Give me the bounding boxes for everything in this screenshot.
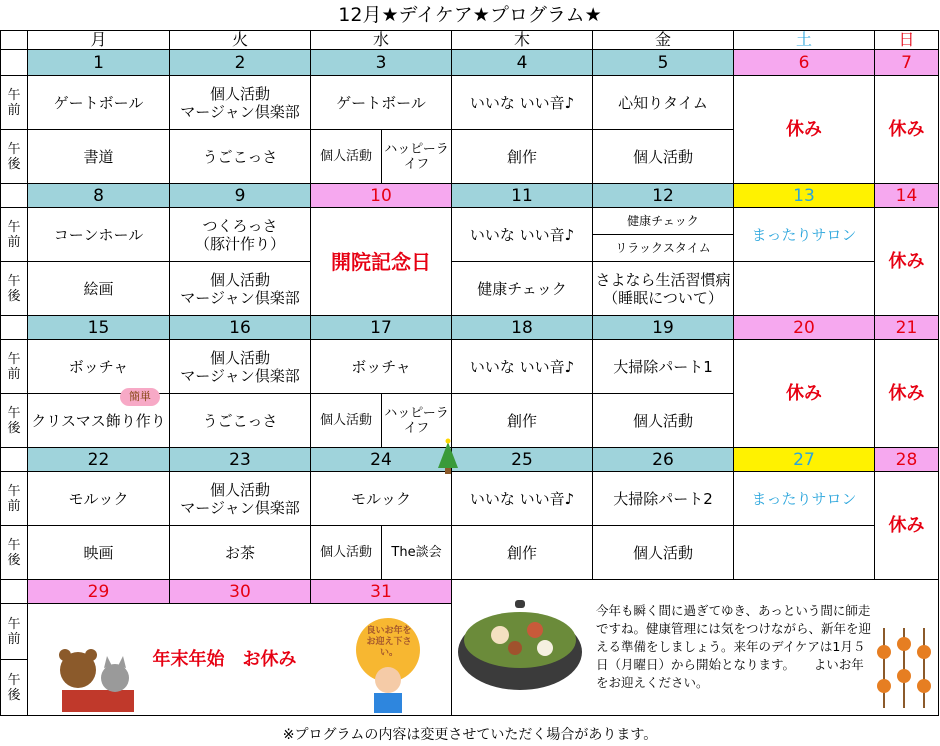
am-label: 午 前 <box>0 340 28 394</box>
day-14: 14 <box>875 184 939 208</box>
split-am-1-a: 健康チェック <box>593 208 734 235</box>
am-label: 午 前 <box>0 472 28 526</box>
pm-label: 午 後 <box>0 394 28 448</box>
weekday-3: 木 <box>452 30 593 50</box>
sunday-closed: 休み <box>875 76 939 184</box>
day-18: 18 <box>452 316 593 340</box>
program-am: ボッチャ <box>28 340 170 394</box>
program-am: 個人活動 マージャン倶楽部 <box>170 340 311 394</box>
day-8: 8 <box>28 184 170 208</box>
day-21: 21 <box>875 316 939 340</box>
program-pm: 絵画 <box>28 262 170 316</box>
day-23: 23 <box>170 448 311 472</box>
greeting-sign: 良いお年を お迎え下さい。 <box>366 626 412 658</box>
day-3: 3 <box>311 50 452 76</box>
program-am: いいな いい音♪ <box>452 208 593 262</box>
program-am: コーンホール <box>28 208 170 262</box>
weekday-5: 土 <box>734 30 875 50</box>
pm-label: 午 後 <box>0 660 28 716</box>
year-end-holiday-text: 年末年始 お休み <box>152 648 297 670</box>
sunday-closed: 休み <box>875 472 939 580</box>
program-pm: 個人活動 <box>593 394 734 448</box>
weekday-1: 火 <box>170 30 311 50</box>
page-title: 12月★デイケア★プログラム★ <box>338 4 602 26</box>
split-pm-0-b: ハッピーライフ <box>382 130 452 184</box>
day-11: 11 <box>452 184 593 208</box>
day-28: 28 <box>875 448 939 472</box>
day-24: 24 <box>311 448 452 472</box>
day-16: 16 <box>170 316 311 340</box>
split-pm-2-a: 個人活動 <box>311 394 382 448</box>
program-am: いいな いい音♪ <box>452 340 593 394</box>
weekday-6: 日 <box>875 30 939 50</box>
saturday-closed: 休み <box>734 340 875 448</box>
day-6: 6 <box>734 50 875 76</box>
day-2: 2 <box>170 50 311 76</box>
am-label: 午 前 <box>0 208 28 262</box>
program-pm: クリスマス飾り作り <box>28 394 170 448</box>
program-pm: 創作 <box>452 526 593 580</box>
program-pm: 個人活動 <box>593 526 734 580</box>
split-pm-2-b: ハッピーライフ <box>382 394 452 448</box>
weekday-2: 水 <box>311 30 452 50</box>
day-9: 9 <box>170 184 311 208</box>
bear-and-cat-icon <box>59 649 134 712</box>
split-am-1-b: リラックスタイム <box>593 235 734 262</box>
day-26: 26 <box>593 448 734 472</box>
day-30: 30 <box>170 580 311 604</box>
day-31: 31 <box>311 580 452 604</box>
program-am: 大掃除パート1 <box>593 340 734 394</box>
pm-label: 午 後 <box>0 526 28 580</box>
am-label: 午 前 <box>0 604 28 660</box>
program-pm: お茶 <box>170 526 311 580</box>
program-am: モルック <box>311 472 452 526</box>
program-am: ゲートボール <box>311 76 452 130</box>
split-pm-0-a: 個人活動 <box>311 130 382 184</box>
program-am: いいな いい音♪ <box>452 76 593 130</box>
program-pm: さよなら生活習慣病 （睡眠について） <box>593 262 734 316</box>
day-15: 15 <box>28 316 170 340</box>
day-12: 12 <box>593 184 734 208</box>
program-pm: うごこっさ <box>170 394 311 448</box>
saturday-salon: まったりサロン <box>734 472 875 526</box>
program-pm: 映画 <box>28 526 170 580</box>
day-29: 29 <box>28 580 170 604</box>
hot-pot-icon <box>458 600 582 690</box>
day-20: 20 <box>734 316 875 340</box>
easy-badge: 簡単 <box>120 388 160 406</box>
program-am: いいな いい音♪ <box>452 472 593 526</box>
program-pm: 創作 <box>452 130 593 184</box>
day-13: 13 <box>734 184 875 208</box>
program-am: 個人活動 マージャン倶楽部 <box>170 76 311 130</box>
program-pm: 個人活動 マージャン倶楽部 <box>170 262 311 316</box>
weekday-4: 金 <box>593 30 734 50</box>
program-pm: 健康チェック <box>452 262 593 316</box>
christmas-tree-icon <box>438 439 458 475</box>
program-am: 大掃除パート2 <box>593 472 734 526</box>
year-end-message: 今年も瞬く間に過ぎてゆき、あっという間に師走ですね。健康管理には気をつけながら、新年を迎える準備をしましょう。来年のデイケアは1月５日（月曜日）から開始となります。 よいお年をお迎えください。 <box>596 603 872 690</box>
day-5: 5 <box>593 50 734 76</box>
day-25: 25 <box>452 448 593 472</box>
day-27: 27 <box>734 448 875 472</box>
program-am: ゲートボール <box>28 76 170 130</box>
program-am: つくろっさ （豚汁作り） <box>170 208 311 262</box>
program-pm: 書道 <box>28 130 170 184</box>
weekday-0: 月 <box>28 30 170 50</box>
footer-note: ※プログラムの内容は変更させていただく場合があります。 <box>282 727 658 743</box>
day-19: 19 <box>593 316 734 340</box>
program-am: 個人活動 マージャン倶楽部 <box>170 472 311 526</box>
day-10: 10 <box>311 184 452 208</box>
persimmons-icon <box>877 628 931 708</box>
am-label: 午 前 <box>0 76 28 130</box>
pm-label: 午 後 <box>0 262 28 316</box>
day-1: 1 <box>28 50 170 76</box>
program-pm: 創作 <box>452 394 593 448</box>
split-pm-3-b: The談会 <box>382 526 452 580</box>
saturday-salon: まったりサロン <box>734 208 875 262</box>
program-pm: うごこっさ <box>170 130 311 184</box>
day-22: 22 <box>28 448 170 472</box>
program-am: 心知りタイム <box>593 76 734 130</box>
sunday-closed: 休み <box>875 340 939 448</box>
pm-label: 午 後 <box>0 130 28 184</box>
day-7: 7 <box>875 50 939 76</box>
program-am: モルック <box>28 472 170 526</box>
day-4: 4 <box>452 50 593 76</box>
split-pm-3-a: 個人活動 <box>311 526 382 580</box>
day-17: 17 <box>311 316 452 340</box>
program-pm: 個人活動 <box>593 130 734 184</box>
saturday-closed: 休み <box>734 76 875 184</box>
program-am: ボッチャ <box>311 340 452 394</box>
sunday-closed: 休み <box>875 208 939 316</box>
anniversary-cell: 開院記念日 <box>311 208 452 316</box>
